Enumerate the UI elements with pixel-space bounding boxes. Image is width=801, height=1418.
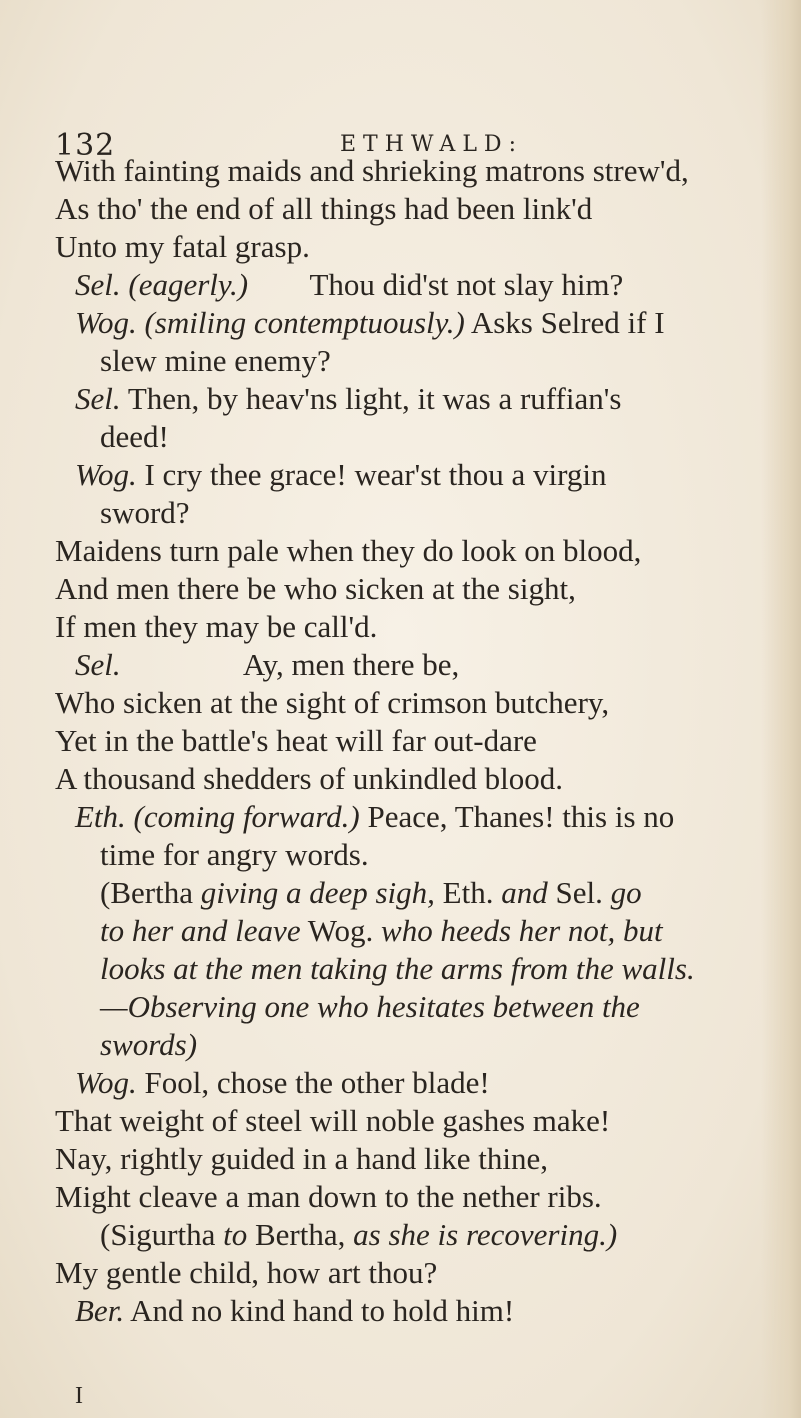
text-line [75, 380, 621, 418]
text-line [55, 1254, 437, 1292]
roman-text: A thousand shedders of unkindled blood. [55, 761, 564, 796]
italic-text: who heeds her not, but [381, 913, 663, 948]
roman-text: Thou did'st not slay him? [248, 267, 624, 302]
text-line [75, 456, 607, 494]
roman-text: I cry thee grace! wear'st thou a virgin [136, 457, 607, 492]
text-line [55, 190, 592, 228]
text-line [55, 608, 377, 646]
roman-text: Wog. [300, 913, 382, 948]
italic-text: Sel. (eagerly.) [75, 267, 249, 302]
roman-text: Peace, Thanes! this is no [359, 799, 675, 834]
roman-text: Asks Selred if I [464, 305, 665, 340]
text-line [100, 1026, 197, 1064]
roman-text: Nay, rightly guided in a hand like thine, [55, 1141, 549, 1176]
roman-text: Who sicken at the sight of crimson butchery, [55, 685, 610, 720]
italic-text: as she is recovering.) [353, 1217, 618, 1252]
text-line [55, 760, 563, 798]
text-line [75, 798, 674, 836]
roman-text: Sel. [547, 875, 611, 910]
text-line [100, 836, 369, 874]
text-line [100, 494, 190, 532]
italic-text: Ber. [75, 1293, 125, 1328]
roman-text: slew mine enemy? [100, 343, 331, 378]
italic-text: looks at the men taking the arms from the walls. [100, 951, 695, 986]
text-line [55, 684, 609, 722]
roman-text: That weight of steel will noble gashes make! [55, 1103, 611, 1138]
italic-text: Wog. [75, 1065, 137, 1100]
text-line [55, 532, 641, 570]
italic-text: to her and leave [100, 913, 301, 948]
text-line [55, 722, 537, 760]
page-edge-shadow [761, 0, 801, 1418]
roman-text: Eth. [434, 875, 502, 910]
text-line [100, 874, 642, 912]
italic-text: —Observing one who hesitates between the [100, 989, 640, 1024]
text-line [75, 1292, 514, 1330]
roman-text: time for angry words. [100, 837, 369, 872]
roman-text: And men there be who sicken at the sight, [55, 571, 576, 606]
roman-text: sword? [100, 495, 190, 530]
roman-text: (Bertha [100, 875, 201, 910]
text-line [55, 570, 576, 608]
text-line [55, 1140, 548, 1178]
text-line [75, 266, 623, 304]
roman-text: Then, by heav'ns light, it was a ruffian's [120, 381, 622, 416]
roman-text: My gentle child, how art thou? [55, 1255, 438, 1290]
italic-text: Wog. [75, 457, 137, 492]
italic-text: and [501, 875, 548, 910]
roman-text: Fool, chose the other blade! [136, 1065, 490, 1100]
italic-text: Sel. [75, 647, 121, 682]
signature-mark: I [75, 1383, 83, 1409]
text-line [100, 950, 695, 988]
text-line [100, 342, 331, 380]
italic-text: Wog. (smiling contemptuously.) [75, 305, 465, 340]
italic-text: to [223, 1217, 248, 1252]
text-line [55, 152, 689, 190]
page-number: 132 [55, 128, 116, 163]
roman-text: Might cleave a man down to the nether ribs. [55, 1179, 602, 1214]
text-line [55, 1178, 602, 1216]
text-line [55, 1102, 610, 1140]
roman-text: Unto my fatal grasp. [55, 229, 310, 264]
text-line [100, 912, 663, 950]
roman-text: With fainting maids and shrieking matrons strew'd, [55, 153, 689, 188]
roman-text: Ay, men there be, [120, 647, 460, 682]
running-title: ETHWALD: [340, 132, 523, 157]
text-line [55, 228, 310, 266]
italic-text: Eth. (coming forward.) [75, 799, 360, 834]
roman-text: Bertha, [247, 1217, 354, 1252]
text-line [100, 988, 640, 1026]
roman-text: If men they may be call'd. [55, 609, 378, 644]
text-line [100, 1216, 617, 1254]
italic-text: giving a deep sigh, [200, 875, 435, 910]
roman-text: Maidens turn pale when they do look on blood, [55, 533, 642, 568]
italic-text: Sel. [75, 381, 121, 416]
roman-text: (Sigurtha [100, 1217, 224, 1252]
roman-text: As tho' the end of all things had been link'd [55, 191, 593, 226]
text-line [75, 646, 459, 684]
roman-text: Yet in the battle's heat will far out-dare [55, 723, 537, 758]
text-line [75, 304, 665, 342]
italic-text: go [610, 875, 642, 910]
italic-text: swords) [100, 1027, 198, 1062]
text-line [100, 418, 169, 456]
roman-text: And no kind hand to hold him! [124, 1293, 515, 1328]
text-line [75, 1064, 490, 1102]
roman-text: deed! [100, 419, 169, 454]
